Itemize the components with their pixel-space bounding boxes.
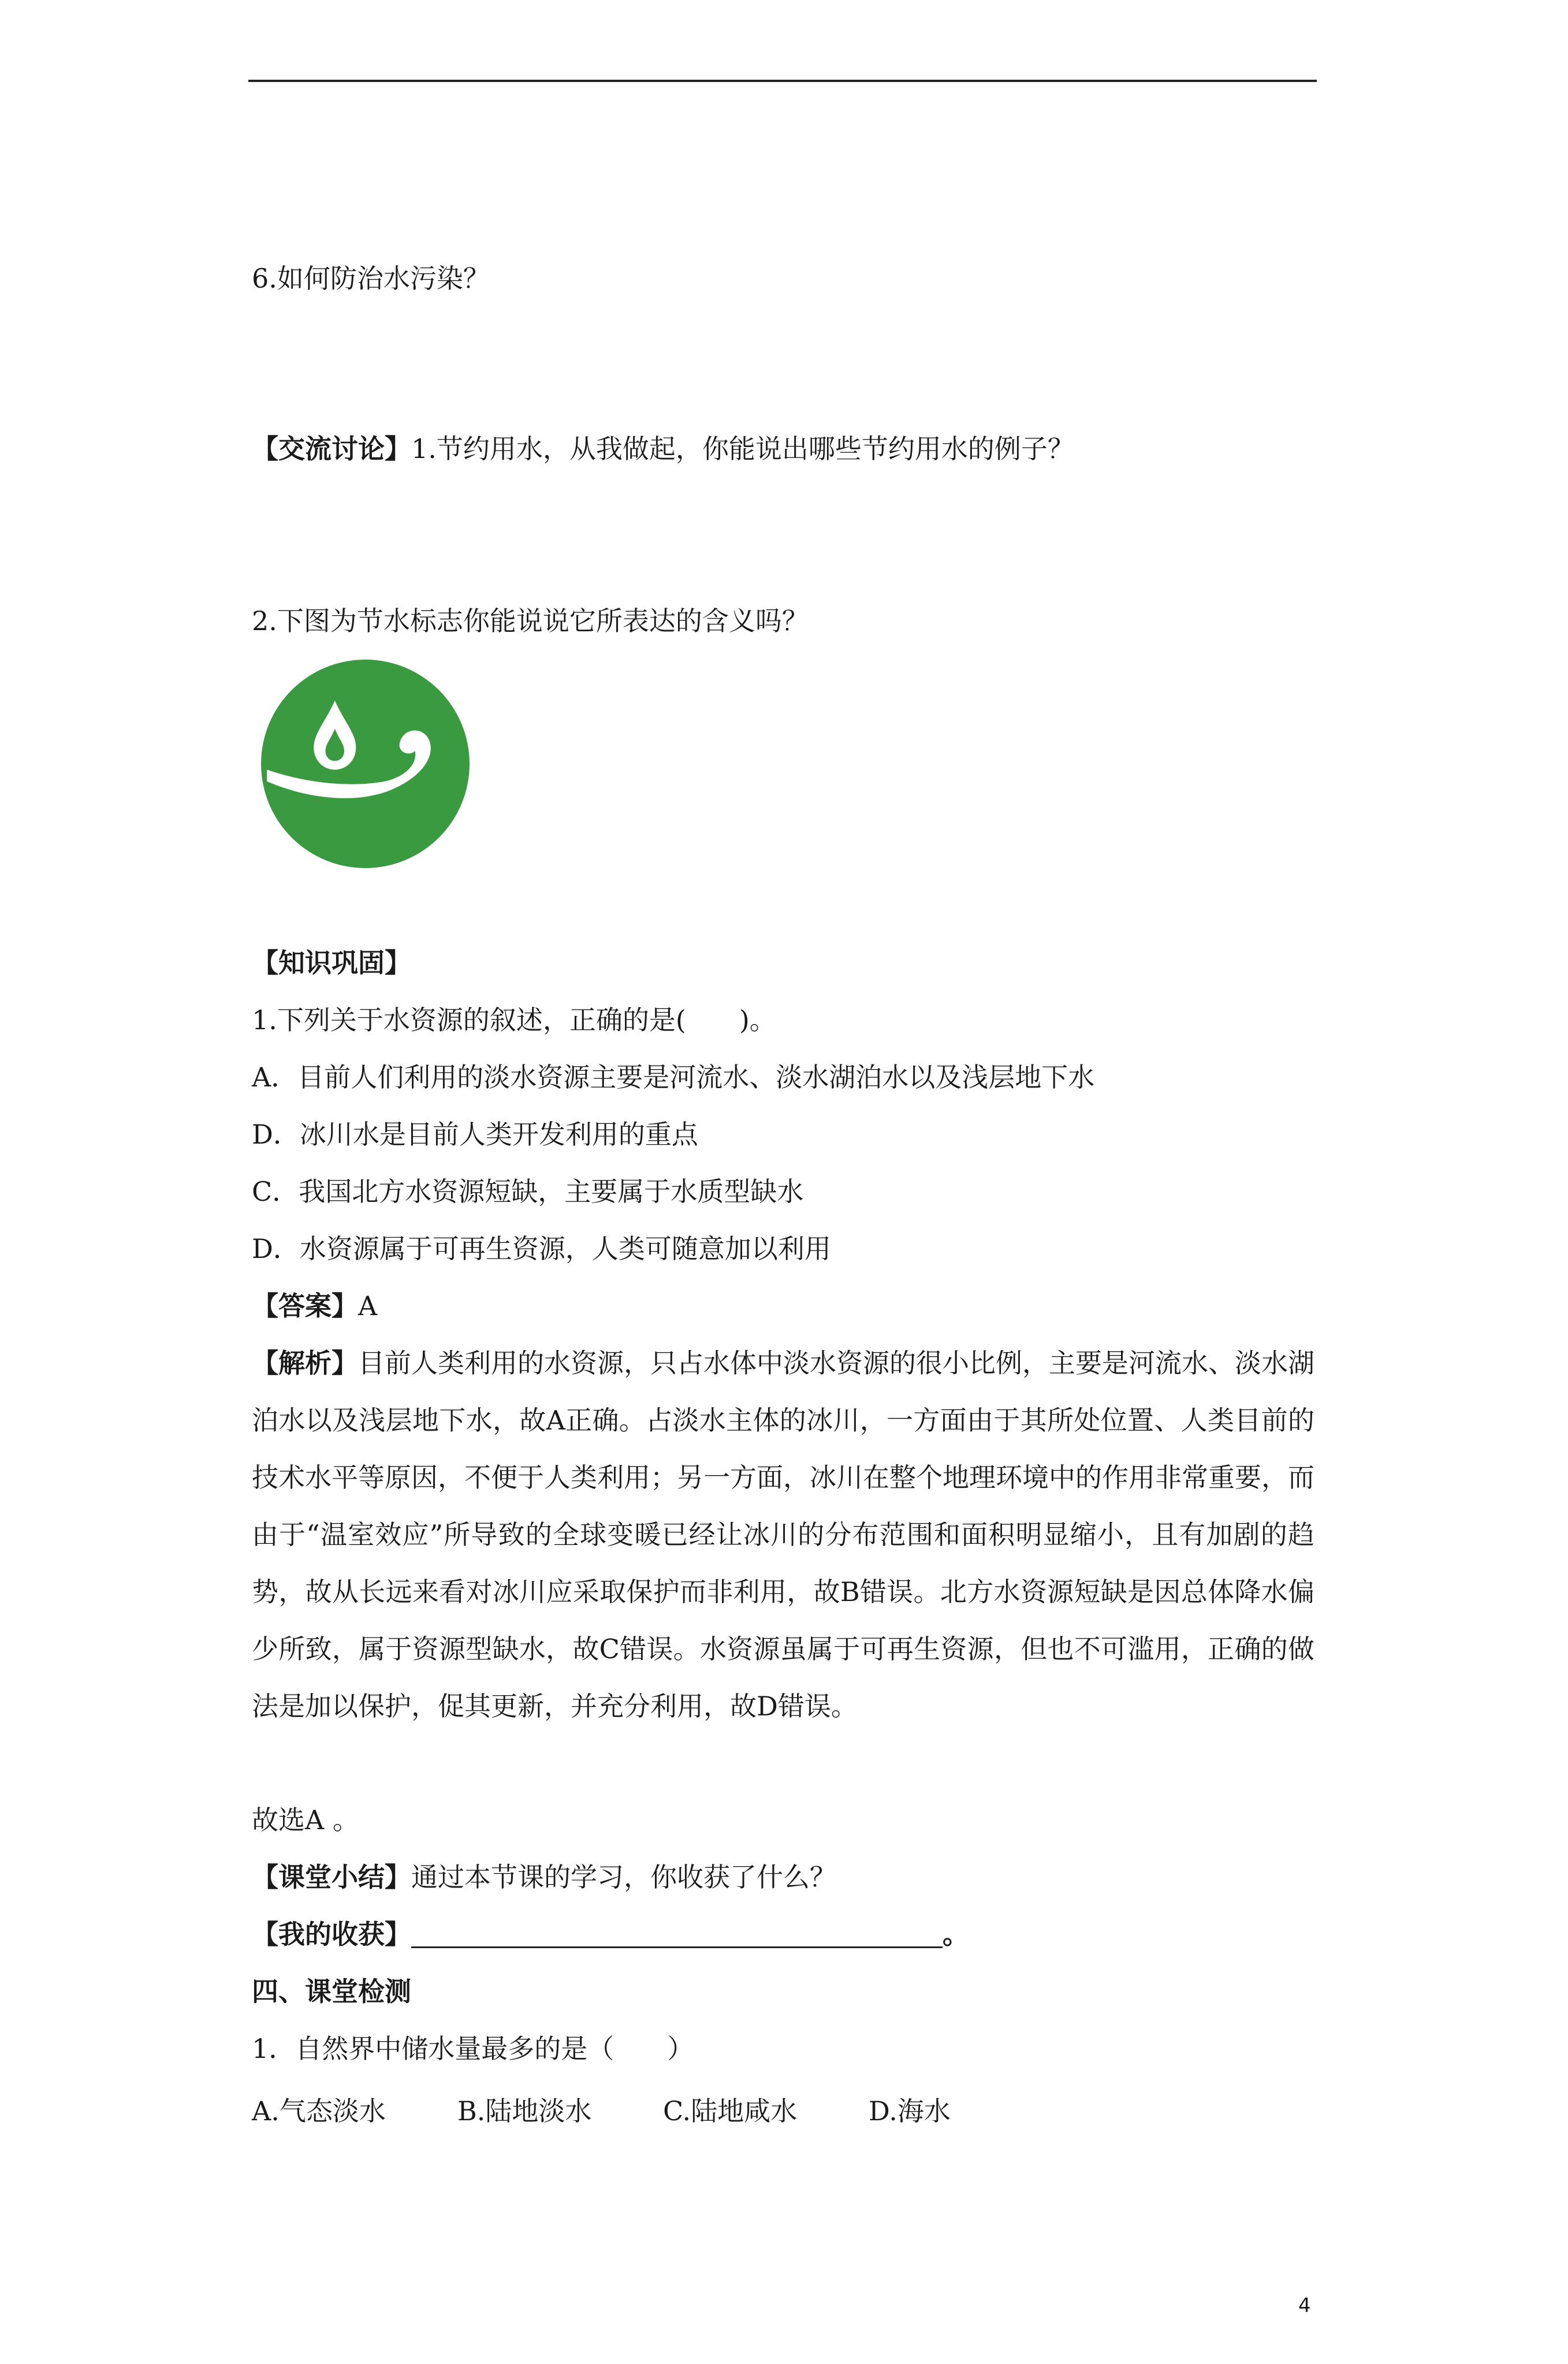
- option-d-first: D．冰川水是目前人类开发利用的重点: [252, 1119, 698, 1150]
- section-4-heading: 四、课堂检测: [252, 1976, 411, 2007]
- discussion-q2: 2.下图为节水标志你能说说它所表达的含义吗？: [252, 605, 809, 636]
- section-4-options: [252, 2094, 951, 2128]
- summary-text: 通过本节课的学习，你收获了什么？: [411, 1862, 836, 1893]
- consolidation-question: 1.下列关于水资源的叙述，正确的是( )。: [252, 1004, 776, 1036]
- discussion-q1-text: 1.节约用水，从我做起，你能说出哪些节约用水的例子？: [411, 433, 1074, 464]
- gain-end: 。: [943, 1919, 969, 1950]
- option-a: A．目前人们利用的淡水资源主要是河流水、淡水湖泊水以及浅层地下水: [252, 1062, 1095, 1093]
- summary-line: [252, 1860, 836, 1894]
- answer-value: A: [358, 1290, 378, 1321]
- gain-tag: 【我的收获】: [252, 1919, 411, 1950]
- gain-blank[interactable]: [411, 1920, 943, 1948]
- option-c: C．我国北方水资源短缺，主要属于水质型缺水: [252, 1176, 804, 1207]
- section-4-question: 1．自然界中储水量最多的是（ ）: [252, 2033, 694, 2064]
- page-number: 4: [1298, 2294, 1311, 2317]
- analysis-paragraph: [252, 1335, 1314, 1735]
- choice-line: 故选A 。: [252, 1804, 359, 1836]
- gain-line: [252, 1917, 969, 1952]
- answer-tag: 【答案】: [252, 1290, 358, 1321]
- summary-tag: 【课堂小结】: [252, 1862, 411, 1893]
- check-option-b: B.陆地淡水: [457, 2095, 592, 2127]
- water-saving-logo-icon: [260, 658, 471, 869]
- question-6: 6.如何防治水污染？: [252, 263, 490, 294]
- check-option-a: A.气态淡水: [252, 2095, 386, 2127]
- analysis-tag: 【解析】: [252, 1347, 358, 1379]
- header-rule: [248, 80, 1317, 82]
- check-option-c: C.陆地咸水: [663, 2095, 798, 2127]
- discussion-tag: 【交流讨论】: [252, 433, 411, 464]
- answer-line: [252, 1289, 377, 1323]
- option-d: D．水资源属于可再生资源，人类可随意加以利用: [252, 1233, 831, 1264]
- consolidation-heading: 【知识巩固】: [252, 947, 411, 978]
- check-option-d: D.海水: [869, 2095, 951, 2127]
- discussion-q1: [252, 431, 1074, 466]
- analysis-text: 目前人类利用的水资源，只占水体中淡水资源的很小比例，主要是河流水、淡水湖泊水以及浅层地下水，故A正确。占淡水主体的冰川，一方面由于其所处位置、人类目前的技术水平等原因，不便于人类利用；另一方面，冰川在整个地理环境中的作用非常重要，而由于“温室效应”所导致的全球变暖已经让冰川的分布范围和面积明显缩小，且有加剧的趋势，故从长远来看对冰川应采取保护而非利用，故B错误。北方水资源短缺是因总体降水偏少所致，属于资源型缺水，故C错误。水资源虽属于可再生资源，但也不可滥用，正确的做法是加以保护，促其更新，并充分利用，故D错误。: [252, 1347, 1314, 1722]
